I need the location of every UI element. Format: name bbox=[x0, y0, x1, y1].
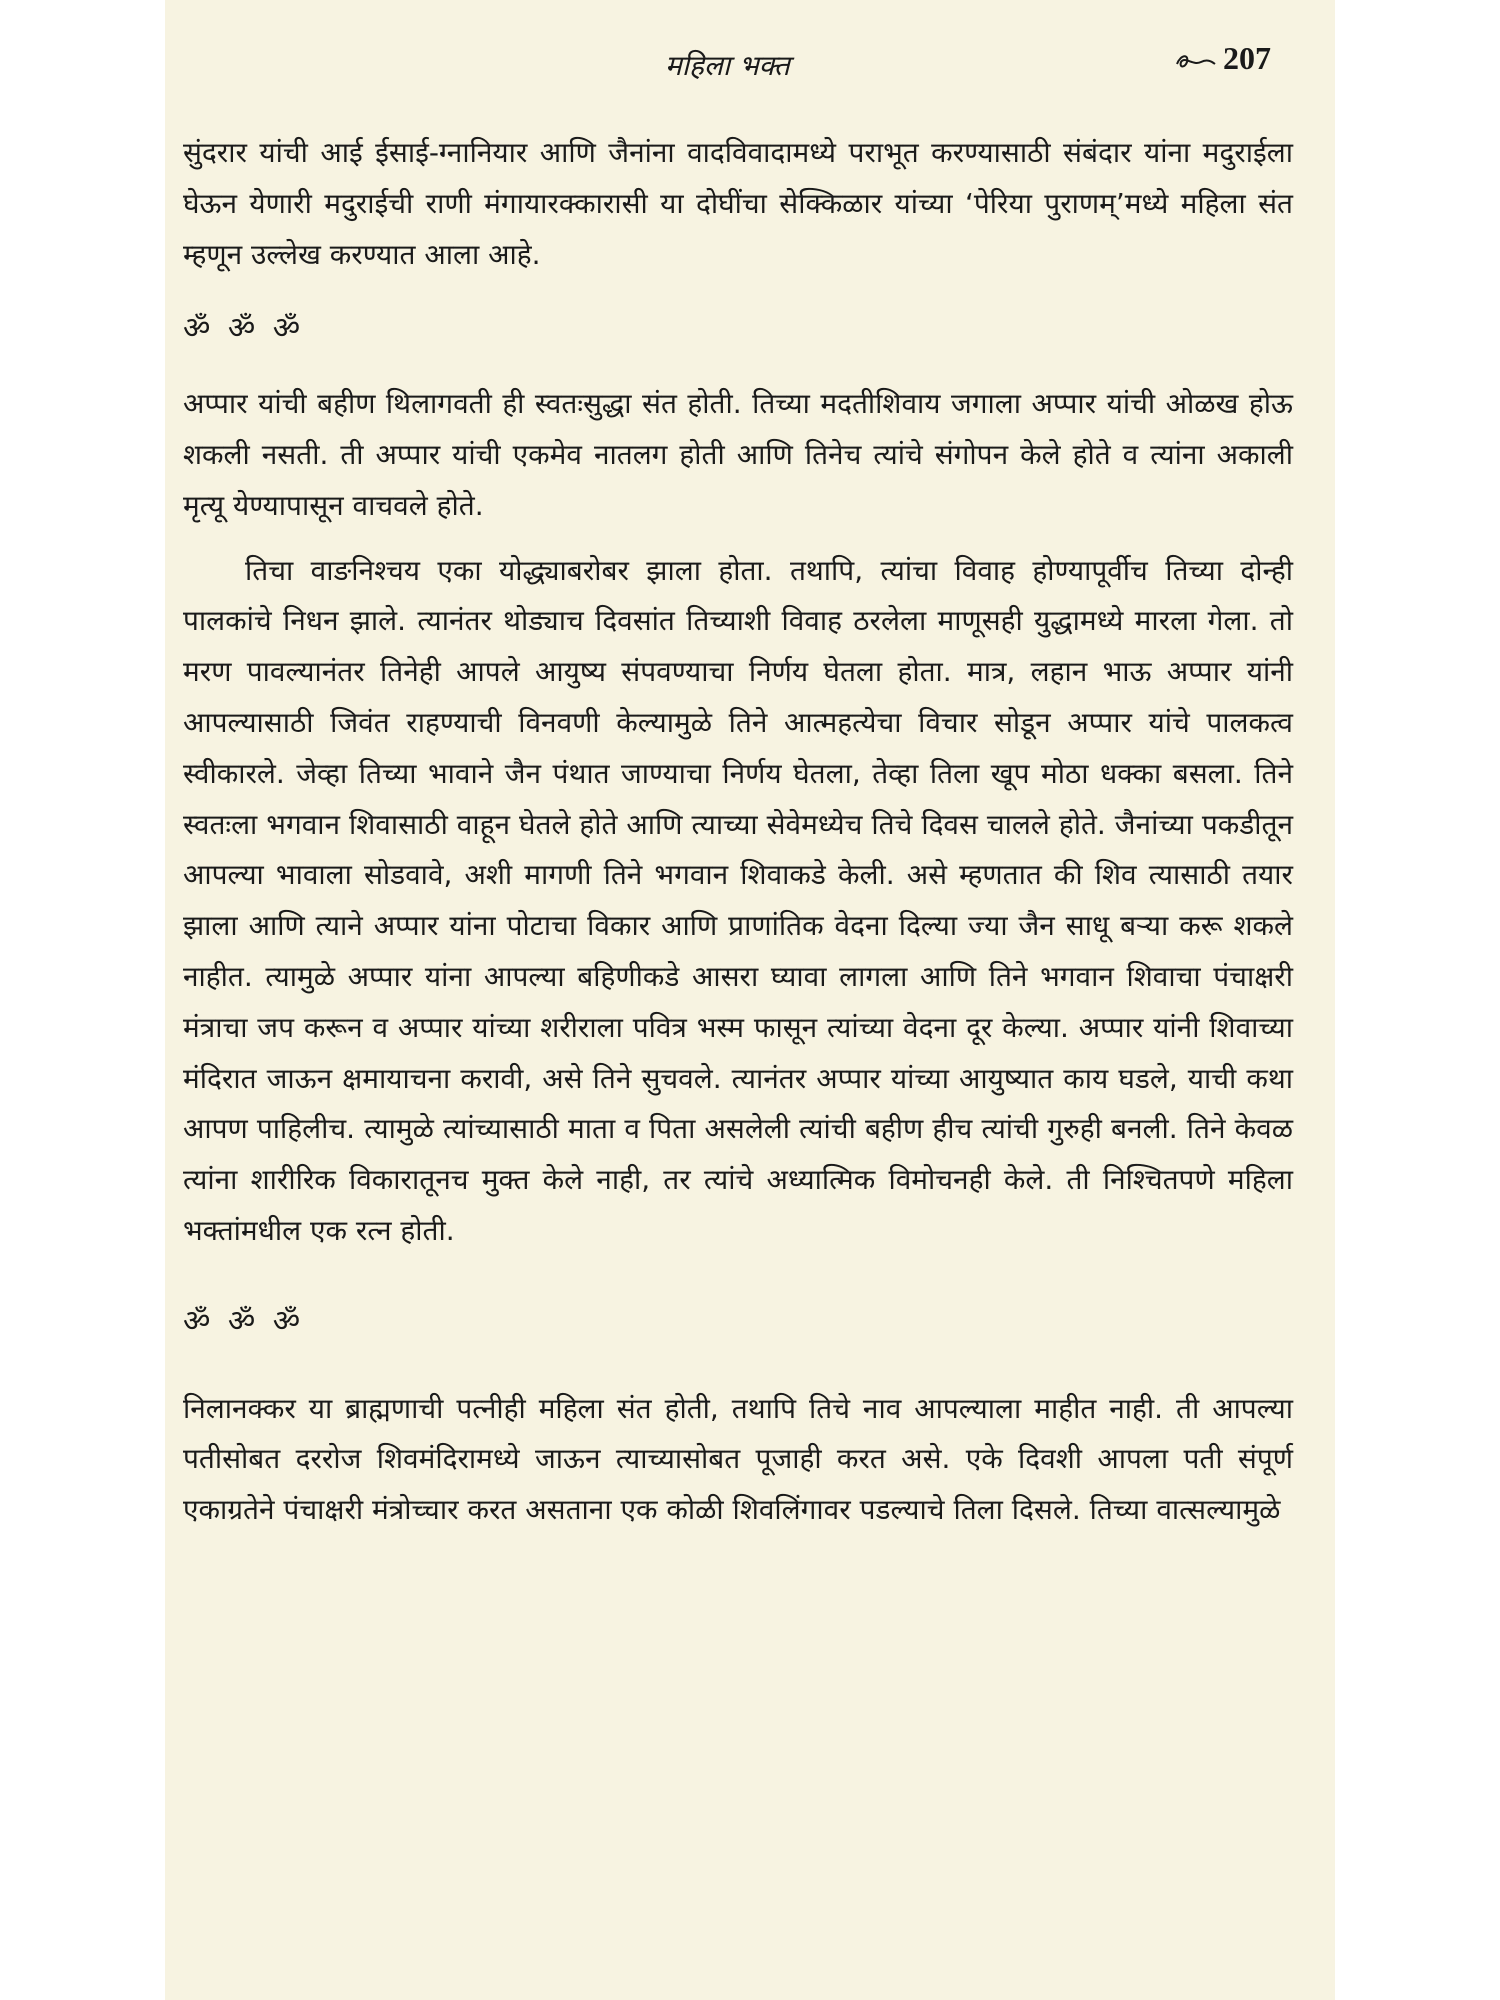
paragraph-1: सुंदरार यांची आई ईसाई-ग्नानियार आणि जैनांना वादविवादामध्ये पराभूत करण्यासाठी संबंदार यांना मदुराईला घेऊन येणारी मदुराईची राणी मंगायारक्कारासी या दोघींचा सेक्किळार यांच्या ‘पेरिया पुराणम्’मध्ये महिला संत म्हणून उल्लेख करण्यात आला आहे. bbox=[183, 136, 1293, 271]
paragraph-3: तिचा वाङनिश्चय एका योद्ध्याबरोबर झाला होता. तथापि, त्यांचा विवाह होण्यापूर्वीच तिच्या दोन्ही पालकांचे निधन झाले. त्यानंतर थोड्याच दिवसांत तिच्याशी विवाह ठरलेला माणूसही युद्धामध्ये मारला गेला. तो मरण पावल्यानंतर तिनेही आपले आयुष्य संपवण्याचा निर्णय घेतला होता. मात्र, लहान भाऊ अप्पार यांनी आपल्यासाठी जिवंत राहण्याची विनवणी केल्यामुळे तिने आत्महत्येचा विचार सोडून अप्पार यांचे पालकत्व स्वीकारले. जेव्हा तिच्या भावाने जैन पंथात जाण्याचा निर्णय घेतला, तेव्हा तिला खूप मोठा धक्का बसला. तिने स्वतःला भगवान शिवासाठी वाहून घेतले होते आणि त्याच्या सेवेमध्येच तिचे दिवस चालले होते. जैनांच्या पकडीतून आपल्या भावाला सोडवावे, अशी मागणी तिने भगवान शिवाकडे केली. असे म्हणतात की शिव त्यासाठी तयार झाला आणि त्याने अप्पार यांना पोटाचा विकार आणि प्राणांतिक वेदना दिल्या ज्या जैन साधू बऱ्या करू शकले नाहीत. त्यामुळे अप्पार यांना आपल्या बहिणीकडे आसरा घ्यावा लागला आणि तिने भगवान शिवाचा पंचाक्षरी मंत्राचा जप करून व अप्पार यांच्या शरीराला पवित्र भस्म फासून त्यांच्या वेदना दूर केल्या. अप्पार यांनी शिवाच्या मंदिरात जाऊन क्षमायाचना करावी, असे तिने सुचवले. त्यानंतर अप्पार यांच्या आयुष्यात काय घडले, याची कथा आपण पाहिलीच. त्यामुळे त्यांच्यासाठी माता व पिता असलेली त्यांची बहीण हीच त्यांची गुरुही बनली. तिने केवळ त्यांना शारीरिक विकारातूनच मुक्त केले नाही, तर त्यांचे अध्यात्मिक विमोचनही केले. ती निश्चितपणे महिला भक्तांमधील एक रत्न होती. bbox=[183, 553, 1293, 1247]
section-separator-1: ॐ ॐ ॐ bbox=[183, 311, 305, 347]
flourish-ornament-icon bbox=[1175, 52, 1217, 72]
paragraph-2: अप्पार यांची बहीण थिलागवती ही स्वतःसुद्धा संत होती. तिच्या मदतीशिवाय जगाला अप्पार यांची ओळख होऊ शकली नसती. ती अप्पार यांची एकमेव नातलग होती आणि तिनेच त्यांचे संगोपन केले होते व त्यांना अकाली मृत्यू येण्यापासून वाचवले होते. bbox=[183, 387, 1293, 522]
page-body bbox=[183, 128, 1293, 1536]
section-separator-2: ॐ ॐ ॐ bbox=[183, 1303, 305, 1339]
page-header bbox=[165, 38, 1335, 88]
page-number: 207 bbox=[1223, 40, 1271, 76]
book-page bbox=[165, 0, 1335, 2000]
running-title: महिला भक्त bbox=[665, 49, 790, 82]
paragraph-4: निलानक्कर या ब्राह्मणाची पत्नीही महिला संत होती, तथापि तिचे नाव आपल्याला माहीत नाही. ती आपल्या पतीसोबत दररोज शिवमंदिरामध्ये जाऊन त्याच्यासोबत पूजाही करत असे. एके दिवशी आपला पती संपूर्ण एकाग्रतेने पंचाक्षरी मंत्रोच्चार करत असताना एक कोळी शिवलिंगावर पडल्याचे तिला दिसले. तिच्या वात्सल्यामुळे bbox=[183, 1391, 1293, 1527]
